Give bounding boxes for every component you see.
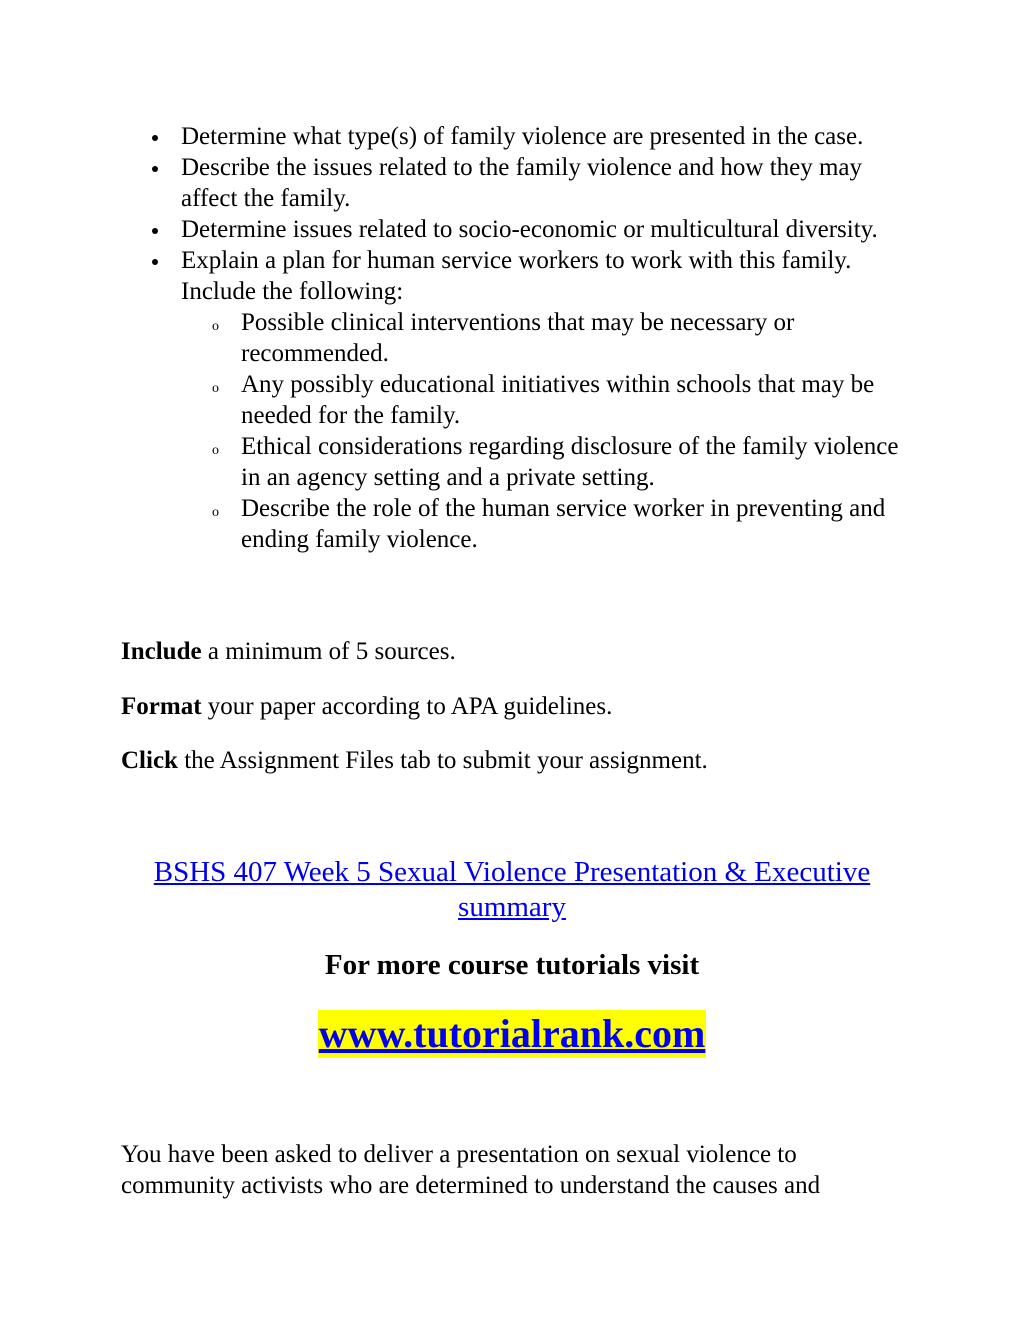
bullet-text: Determine issues related to socio-economic or multicultural diversity. — [181, 216, 878, 243]
circle-bullet-icon: o — [212, 443, 219, 458]
bullet-icon — [152, 259, 158, 265]
bullet-text: Determine what type(s) of family violence are presented in the case. — [181, 123, 864, 150]
circle-bullet-icon: o — [212, 505, 219, 520]
instruction-keyword: Click — [121, 747, 178, 774]
instruction-keyword: Include — [121, 638, 202, 665]
site-link-wrapper — [112, 1010, 912, 1058]
bullet-text: Explain a plan for human service workers to work with this family. Include the following: — [181, 247, 852, 305]
body-paragraph: You have been asked to deliver a presentation on sexual violence to community activists who are determined to understand the causes and — [121, 1141, 821, 1199]
sub-bullet-text: Any possibly educational initiatives within schools that may be needed for the family. — [241, 371, 875, 429]
instruction-text: a minimum of 5 sources. — [201, 638, 456, 665]
sub-bullet-text: Possible clinical interventions that may be necessary or recommended. — [241, 309, 795, 367]
instruction-click — [121, 745, 901, 776]
more-tutorials-heading: For more course tutorials visit — [324, 949, 700, 981]
bullet-icon — [152, 166, 158, 172]
sub-bullet-text: Ethical considerations regarding disclosure of the family violence in an agency setting and a private setting. — [241, 433, 899, 491]
circle-bullet-icon: o — [212, 319, 219, 334]
sub-list-item — [212, 307, 921, 369]
sub-list-item — [212, 431, 921, 493]
bullet-list — [181, 121, 921, 555]
list-item — [181, 152, 921, 214]
sub-list-item — [212, 369, 921, 431]
list-item — [181, 214, 921, 245]
circle-bullet-icon: o — [212, 381, 219, 396]
sub-bullet-list — [181, 307, 921, 555]
bullet-icon — [152, 228, 158, 234]
instruction-keyword: Format — [121, 693, 202, 720]
instruction-format — [121, 691, 901, 722]
sub-bullet-text: Describe the role of the human service worker in preventing and ending family violence. — [241, 495, 886, 553]
list-item — [181, 245, 921, 555]
instruction-sources — [121, 636, 901, 667]
instruction-text: your paper according to APA guidelines. — [201, 693, 613, 720]
course-title-link[interactable]: BSHS 407 Week 5 Sexual Violence Presentation & Executive summary — [153, 856, 871, 923]
list-item — [181, 121, 921, 152]
sub-list-item — [212, 493, 921, 555]
instruction-text: the Assignment Files tab to submit your assignment. — [177, 747, 708, 774]
bullet-icon — [152, 135, 158, 141]
site-url-link[interactable]: www.tutorialrank.com — [318, 1011, 706, 1056]
bullet-text: Describe the issues related to the family violence and how they may affect the family. — [181, 154, 863, 212]
